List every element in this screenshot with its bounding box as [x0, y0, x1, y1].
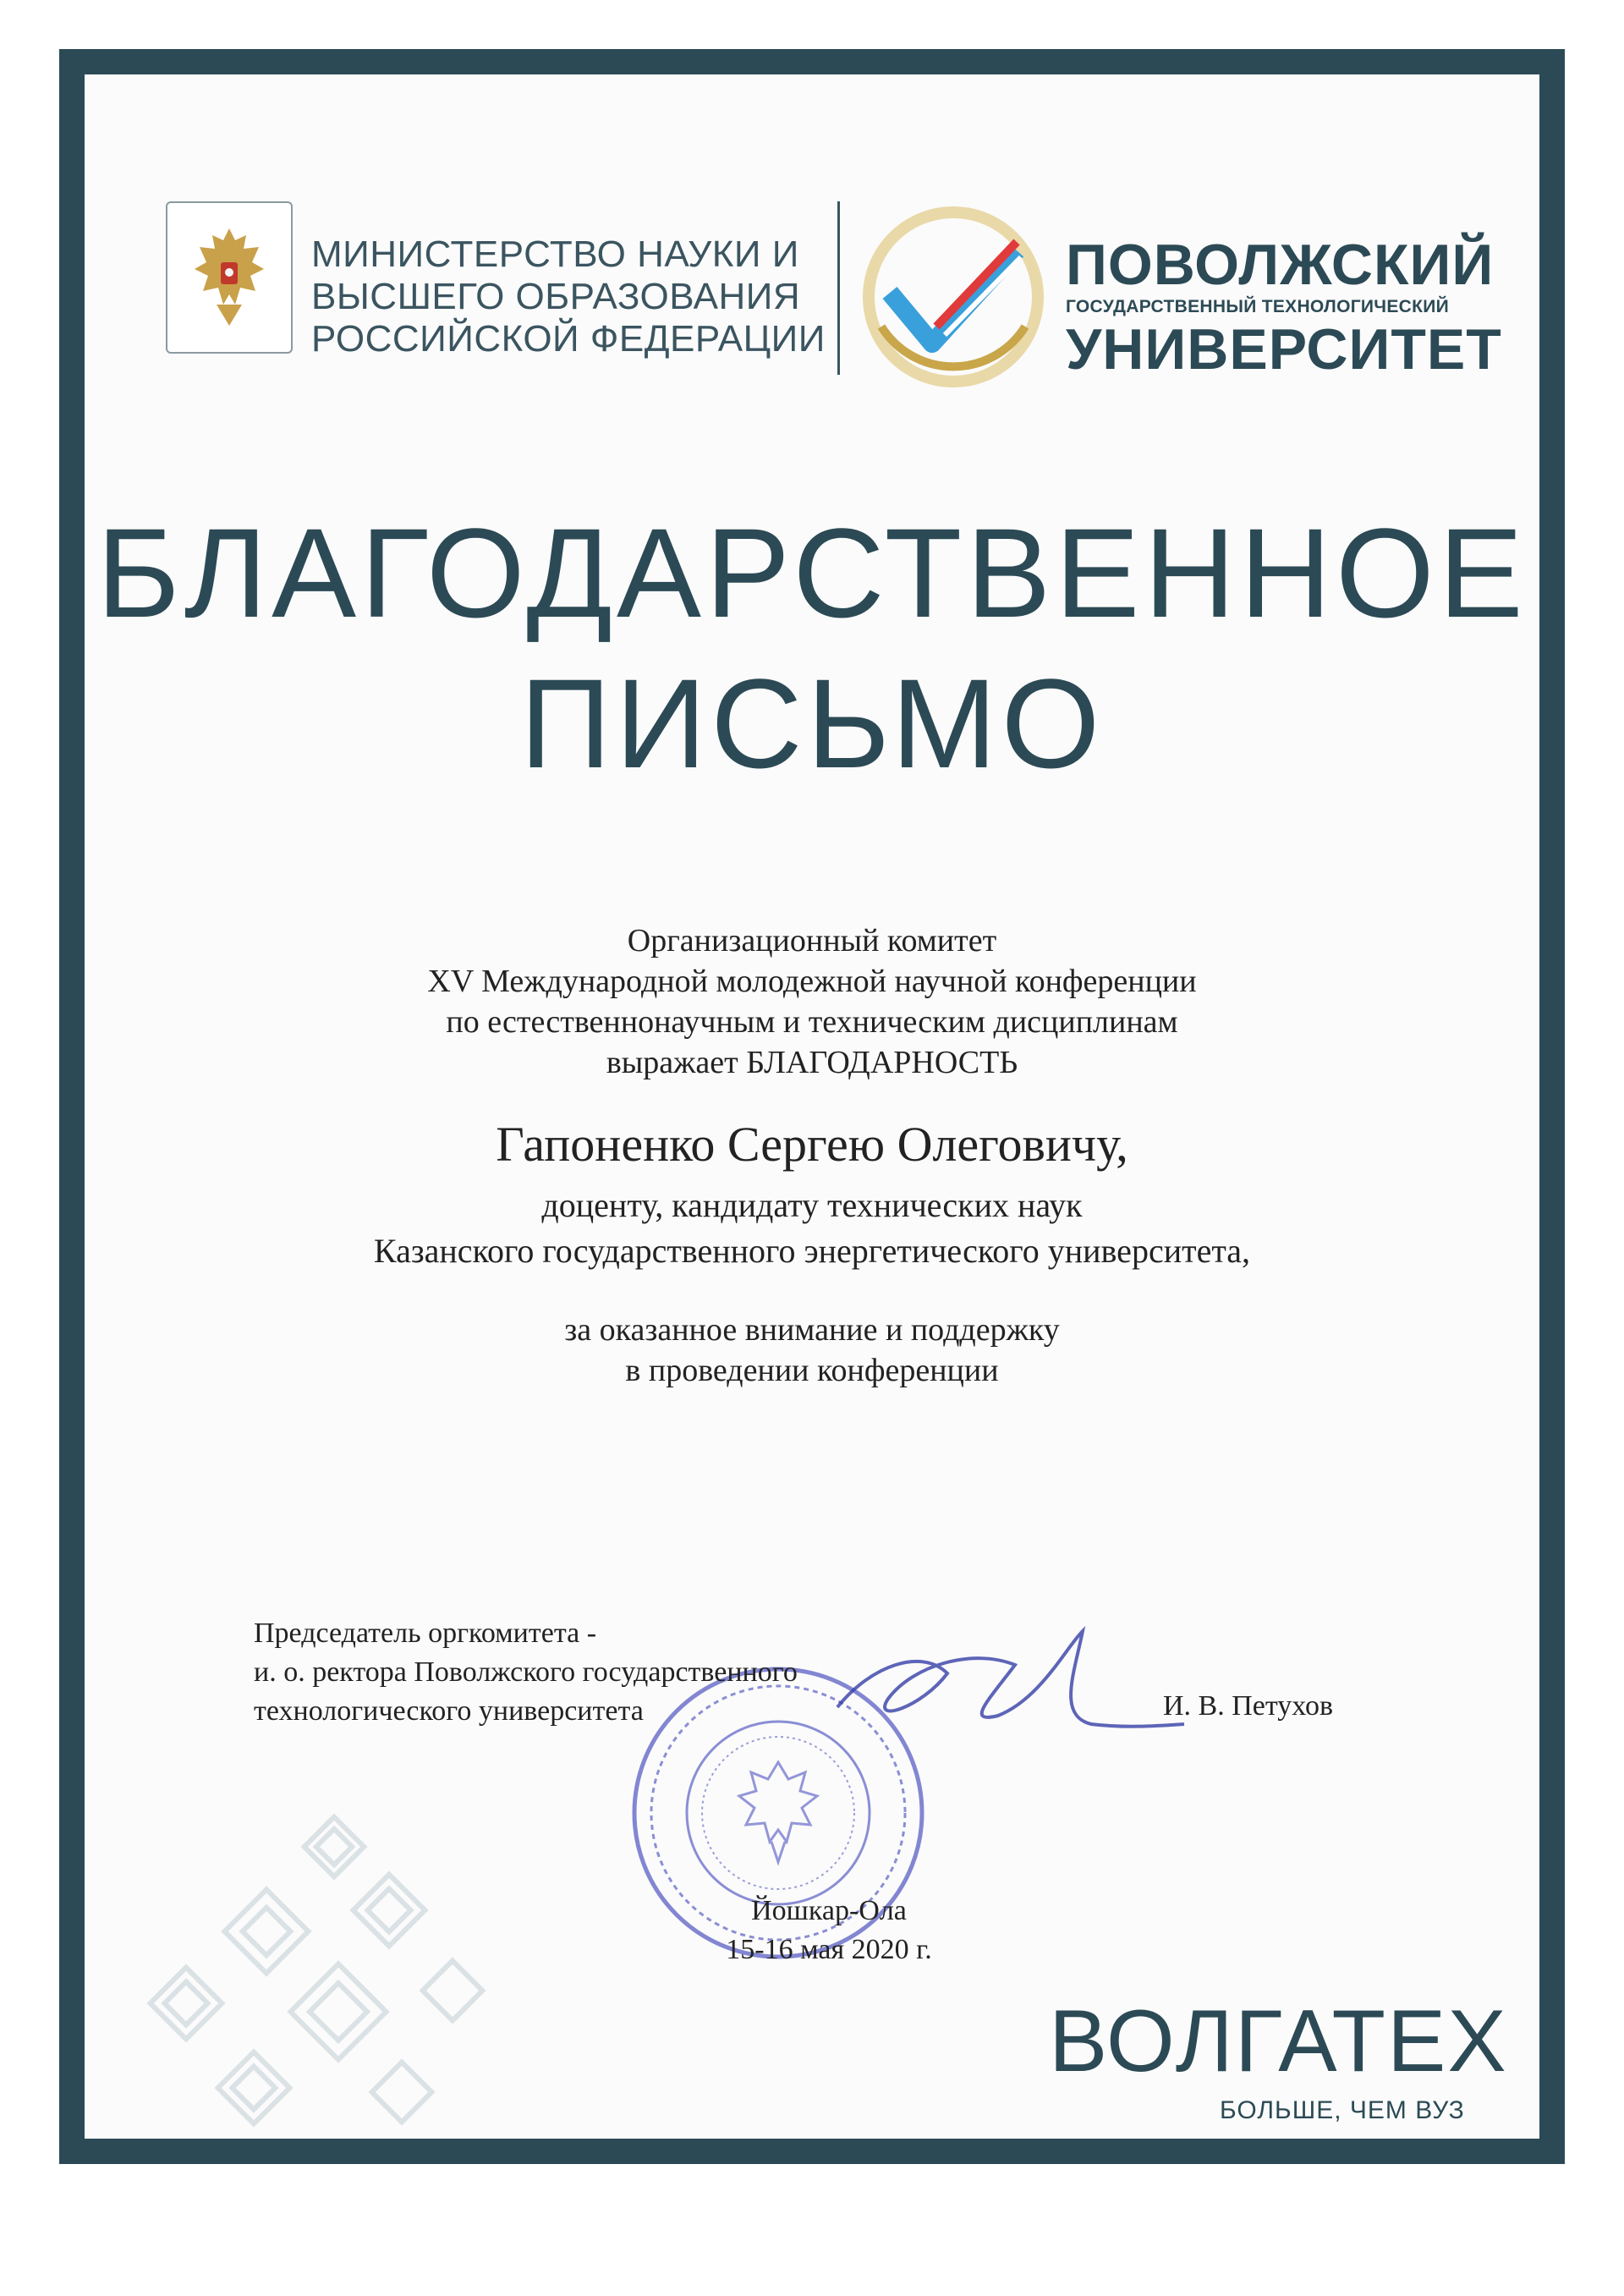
university-line-2: ГОСУДАРСТВЕННЫЙ ТЕХНОЛОГИЧЕСКИЙ: [1066, 297, 1450, 316]
organizer-block: [85, 920, 1539, 1083]
brand-tagline: БОЛЬШЕ, ЧЕМ ВУЗ: [1220, 2096, 1465, 2124]
university-line-3: УНИВЕРСИТЕТ: [1066, 317, 1502, 382]
header-divider: [837, 201, 840, 375]
position-line: доценту, кандидату технических наук: [541, 1186, 1083, 1224]
ministry-line: РОССИЙСКОЙ ФЕДЕРАЦИИ: [311, 318, 826, 360]
signer-title: [254, 1614, 798, 1731]
signer-line: Председатель оргкомитета -: [254, 1618, 597, 1649]
ministry-line: МИНИСТЕРСТВО НАУКИ И: [311, 233, 799, 275]
position-line: Казанского государственного энергетического университета,: [373, 1232, 1251, 1270]
signer-name: И. В. Петухов: [1163, 1690, 1334, 1722]
reason-line: в проведении конференции: [625, 1353, 999, 1388]
ministry-name: [311, 233, 826, 360]
organizer-line: XV Международной молодежной научной конференции: [427, 964, 1197, 999]
organizer-line: выражает БЛАГОДАРНОСТЬ: [606, 1045, 1018, 1080]
title-line: ПИСЬМО: [519, 652, 1105, 794]
university-name: [1066, 233, 1502, 382]
date-line: 15-16 мая 2020 г.: [726, 1934, 932, 1965]
reason-line: за оказанное внимание и поддержку: [564, 1312, 1060, 1348]
ministry-line: ВЫСШЕГО ОБРАЗОВАНИЯ: [311, 276, 801, 317]
decorative-pattern: [127, 1809, 516, 2185]
recipient-position: [85, 1183, 1539, 1274]
signature: [820, 1614, 1193, 1762]
recipient-name: Гапоненко Сергею Олеговичу,: [496, 1117, 1128, 1172]
coat-of-arms-icon: [166, 201, 293, 354]
signer-line: технологического университета: [254, 1695, 644, 1727]
organizer-line: Организационный комитет: [627, 923, 997, 958]
organizer-line: по естественнонаучным и техническим дисциплинам: [446, 1004, 1178, 1040]
title-line: БЛАГОДАРСТВЕННОЕ: [96, 502, 1528, 644]
signer-line: и. о. ректора Поволжского государственного: [254, 1656, 798, 1688]
brand-logo: ВОЛГАТЕХ: [1049, 1992, 1508, 2090]
gratitude-reason: [85, 1310, 1539, 1391]
document-title: [85, 497, 1539, 799]
place-line: Йошкар-Ола: [751, 1895, 907, 1926]
volgatech-check-icon: [856, 200, 1051, 398]
university-line-1: ПОВОЛЖСКИЙ: [1066, 233, 1495, 297]
certificate-frame: [59, 49, 1565, 2164]
